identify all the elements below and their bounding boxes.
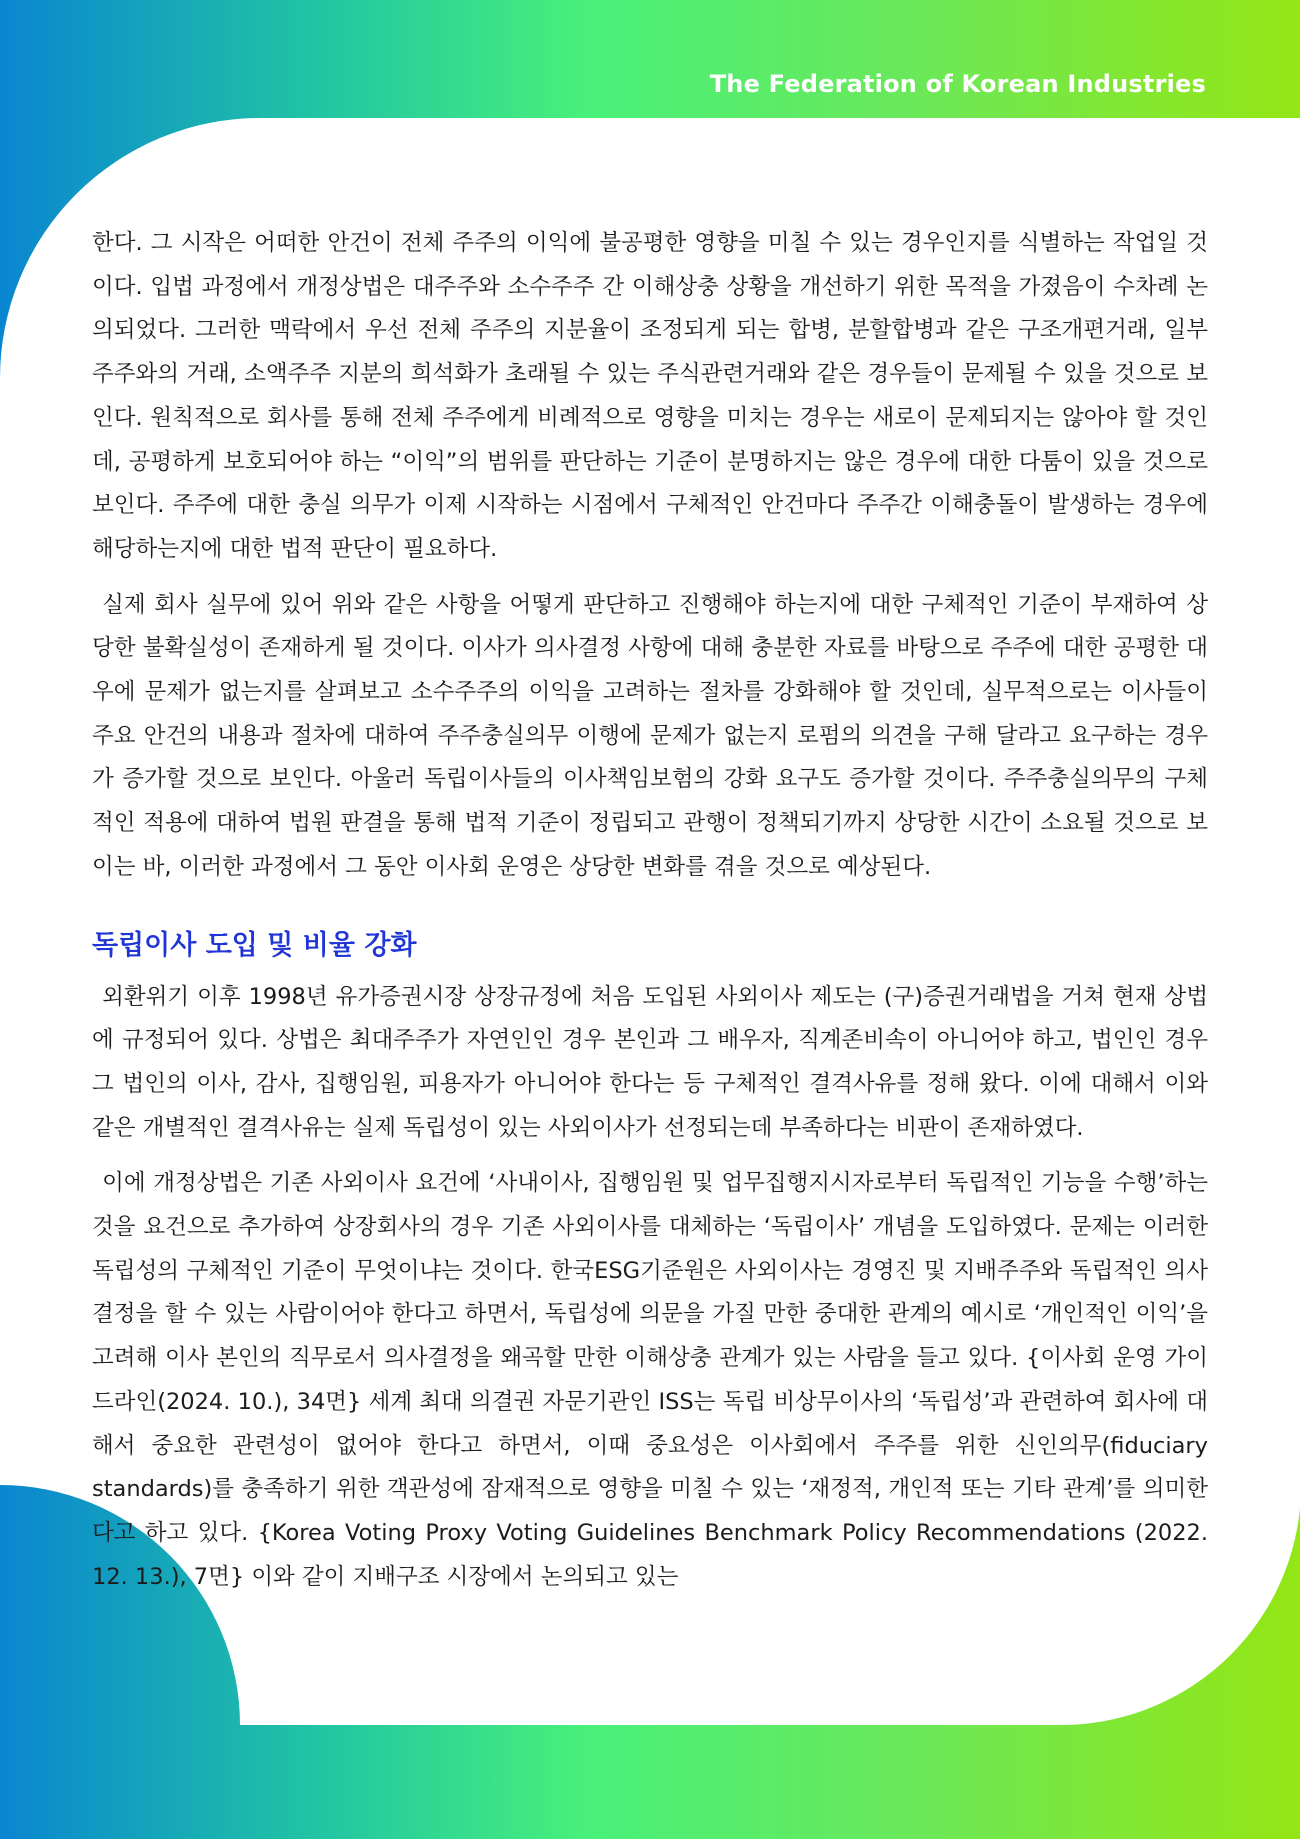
document-body <box>92 222 1208 1611</box>
body-paragraph-4: 이에 개정상법은 기존 사외이사 요건에 ‘사내이사, 집행임원 및 업무집행지시자로부터 독립적인 기능을 수행’하는 것을 요건으로 추가하여 상장회사의 경우 기존 사외이사를 대체하는 ‘독립이사’ 개념을 도입하였다. 문제는 이러한 독립성의 구체적인 기준이 무엇이냐는 것이다. 한국ESG기준원은 사외이사는 경영진 및 지배주주와 독립적인 의사결정을 할 수 있는 사람이어야 한다고 하면서, 독립성에 의문을 가질 만한 중대한 관계의 예시로 ‘개인적인 이익’을 고려해 이사 본인의 직무로서 의사결정을 왜곡할 만한 이해상충 관계가 있는 사람을 들고 있다. {이사회 운영 가이드라인(2024. 10.), 34면} 세계 최대 의결권 자문기관인 ISS는 독립 비상무이사의 ‘독립성’과 관련하여 회사에 대해서 중요한 관련성이 없어야 한다고 하면서, 이때 중요성은 이사회에서 주주를 위한 신인의무(fiduciary standards)를 충족하기 위한 객관성에 잠재적으로 영향을 미칠 수 있는 ‘재정적, 개인적 또는 기타 관계’를 의미한다고 하고 있다. {Korea Voting Proxy Voting Guidelines Benchmark Policy Recommendations (2022. 12. 13.), 7면} 이와 같이 지배구조 시장에서 논의되고 있는 <box>92 1170 1208 1590</box>
body-paragraph-1: 한다. 그 시작은 어떠한 안건이 전체 주주의 이익에 불공평한 영향을 미칠 수 있는 경우인지를 식별하는 작업일 것이다. 입법 과정에서 개정상법은 대주주와 소수주주 간 이해상충 상황을 개선하기 위한 목적을 가졌음이 수차례 논의되었다. 그러한 맥락에서 우선 전체 주주의 지분율이 조정되게 되는 합병, 분할합병과 같은 구조개편거래, 일부 주주와의 거래, 소액주주 지분의 희석화가 초래될 수 있는 주식관련거래와 같은 경우들이 문제될 수 있을 것으로 보인다. 원칙적으로 회사를 통해 전체 주주에게 비례적으로 영향을 미치는 경우는 새로이 문제되지는 않아야 할 것인데, 공평하게 보호되어야 하는 “이익”의 범위를 판단하는 기준이 분명하지는 않은 경우에 대한 다툼이 있을 것으로 보인다. 주주에 대한 충실 의무가 이제 시작하는 시점에서 구체적인 안건마다 주주간 이해충돌이 발생하는 경우에 해당하는지에 대한 법적 판단이 필요하다. <box>92 230 1208 562</box>
section-heading: 독립이사 도입 및 비율 강화 <box>92 929 417 961</box>
body-paragraph-2: 실제 회사 실무에 있어 위와 같은 사항을 어떻게 판단하고 진행해야 하는지에 대한 구체적인 기준이 부재하여 상당한 불확실성이 존재하게 될 것이다. 이사가 의사결정 사항에 대해 충분한 자료를 바탕으로 주주에 대한 공평한 대우에 문제가 없는지를 살펴보고 소수주주의 이익을 고려하는 절차를 강화해야 할 것인데, 실무적으로는 이사들이 주요 안건의 내용과 절차에 대하여 주주충실의무 이행에 문제가 없는지 로펌의 의견을 구해 달라고 요구하는 경우가 증가할 것으로 보인다. 아울러 독립이사들의 이사책임보험의 강화 요구도 증가할 것이다. 주주충실의무의 구체적인 적용에 대하여 법원 판결을 통해 법적 기준이 정립되고 관행이 정책되기까지 상당한 시간이 소요될 것으로 보이는 바, 이러한 과정에서 그 동안 이사회 운영은 상당한 변화를 겪을 것으로 예상된다. <box>92 591 1208 880</box>
organization-name: The Federation of Korean Industries <box>709 70 1206 98</box>
body-paragraph-3: 외환위기 이후 1998년 유가증권시장 상장규정에 처음 도입된 사외이사 제도는 (구)증권거래법을 거쳐 현재 상법에 규정되어 있다. 상법은 최대주주가 자연인인 경우 본인과 그 배우자, 직계존비속이 아니어야 하고, 법인인 경우 그 법인의 이사, 감사, 집행임원, 피용자가 아니어야 한다는 등 구체적인 결격사유를 정해 왔다. 이에 대해서 이와 같은 개별적인 결격사유는 실제 독립성이 있는 사외이사가 선정되는데 부족하다는 비판이 존재하였다. <box>92 983 1208 1141</box>
